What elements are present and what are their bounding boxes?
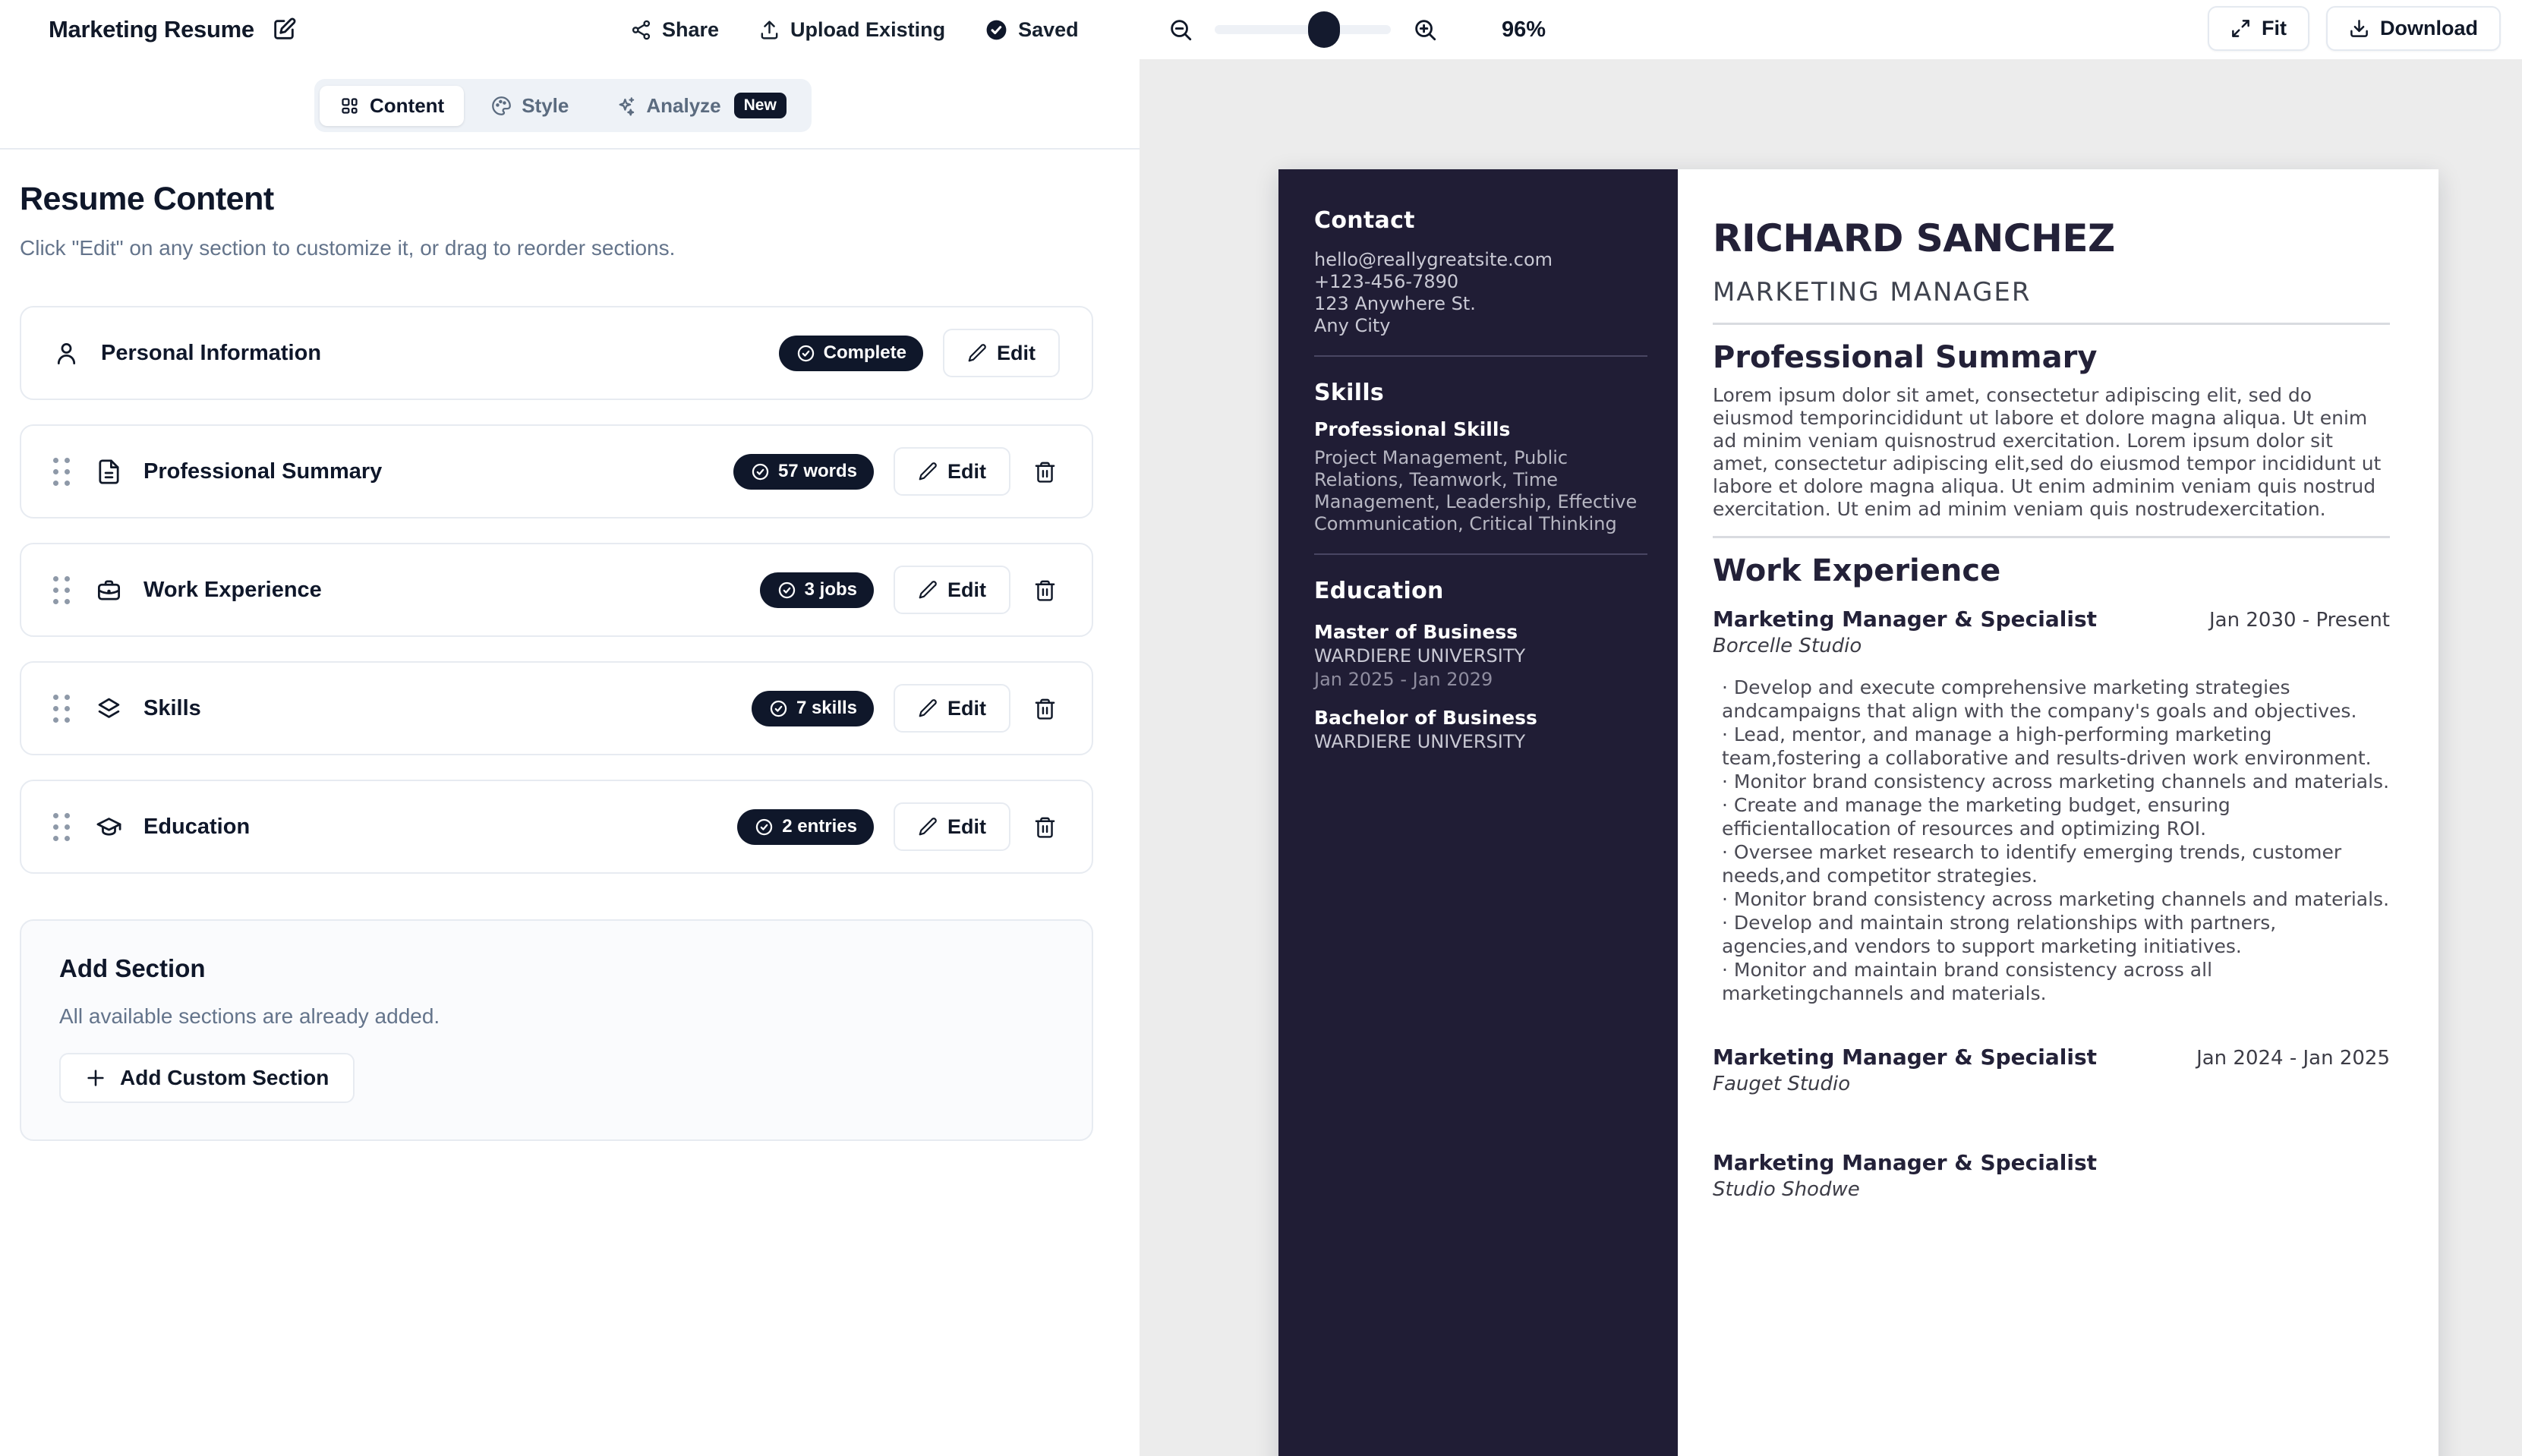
tab-analyze-label: Analyze xyxy=(646,93,721,117)
contact-lines xyxy=(1314,249,1647,337)
zoom-out-icon xyxy=(1168,17,1193,43)
trash-icon xyxy=(1033,578,1057,602)
fit-expand-icon xyxy=(2230,18,2251,39)
trash-icon xyxy=(1033,815,1057,839)
tab-style-label: Style xyxy=(522,93,569,117)
summary-heading: Professional Summary xyxy=(1713,340,2098,375)
job-title: Marketing Manager & Specialist xyxy=(1713,1045,2098,1070)
section-label: Education xyxy=(143,814,251,839)
editor-tabs xyxy=(314,79,812,132)
section-row-personal-information[interactable] xyxy=(20,306,1093,400)
resume-sidebar xyxy=(1278,169,1678,1456)
saved-label: Saved xyxy=(1018,17,1079,41)
fit-label: Fit xyxy=(2262,17,2287,39)
job-title: Marketing Manager & Specialist xyxy=(1713,1150,2098,1175)
skills-subheading: Professional Skills xyxy=(1314,418,1511,440)
new-badge: New xyxy=(734,93,787,118)
job-bullets xyxy=(1713,676,2390,1005)
education-heading: Education xyxy=(1314,578,1444,604)
editor-panel xyxy=(0,59,1140,1456)
sparkles-icon xyxy=(616,96,636,116)
section-row-left xyxy=(53,695,752,723)
job-bullet: · Develop and maintain strong relationships with partners, agencies,and vendors to support marketing initiatives. xyxy=(1722,911,2390,958)
status-badge xyxy=(779,336,923,371)
pencil-icon xyxy=(918,462,938,481)
education-school: WARDIERE UNIVERSITY xyxy=(1314,645,1526,667)
education-school: WARDIERE UNIVERSITY xyxy=(1314,731,1526,752)
plus-icon xyxy=(85,1067,106,1089)
resume-page xyxy=(1278,169,2438,1456)
skills-text: Project Management, Public Relations, Teamwork, Time Management, Leadership, Effective Communication, Critical Thinking xyxy=(1314,447,1638,534)
education-entry xyxy=(1314,621,1647,690)
section-row-left xyxy=(53,813,737,841)
job-entry xyxy=(1713,1150,2390,1201)
job-bullet: · Monitor brand consistency across marketing channels and materials. xyxy=(1722,887,2390,911)
sidebar-divider xyxy=(1314,355,1647,357)
edit-button[interactable] xyxy=(894,566,1010,614)
status-badge xyxy=(760,572,874,608)
job-entry xyxy=(1713,607,2390,1005)
drag-handle-icon[interactable] xyxy=(53,576,70,604)
skills-heading: Skills xyxy=(1314,380,1385,406)
edit-button[interactable] xyxy=(943,329,1060,377)
edit-button[interactable] xyxy=(894,684,1010,733)
section-label: Work Experience xyxy=(143,577,322,602)
job-dates: Jan 2030 - Present xyxy=(2209,609,2390,632)
status-badge-label: 57 words xyxy=(777,461,857,481)
section-row-professional-summary[interactable] xyxy=(20,424,1093,518)
resume-preview-area xyxy=(1140,59,2522,1456)
status-badge xyxy=(733,454,874,490)
section-row-actions xyxy=(733,447,1060,496)
contact-address: 123 Anywhere St. xyxy=(1314,293,1476,314)
file-text-icon xyxy=(96,459,122,485)
status-badge-label: Complete xyxy=(823,342,906,363)
contact-heading: Contact xyxy=(1314,207,1415,234)
download-icon xyxy=(2349,18,2369,39)
job-company: Studio Shodwe xyxy=(1713,1178,1860,1201)
upload-icon xyxy=(758,19,780,41)
job-bullet: · Monitor brand consistency across marketing channels and materials. xyxy=(1722,770,2390,793)
saved-status xyxy=(985,18,1079,42)
add-section-message: All available sections are already added. xyxy=(59,1004,440,1028)
summary-text: Lorem ipsum dolor sit amet, consectetur adipiscing elit, sed do eiusmod temporincididunt ut labore et dolore magna aliqua. Ut enim ad minim veniam quisnostrud exercitation. Lorem ipsum dolor sit amet, consectetur adipiscing elit,sed do eiusmod tempor incididunt ut labore et dolore magna aliqua. Ut enim adminim veniam quis nostrud exercitation. Ut enim ad minim veniam quis nostrudexercitation. xyxy=(1713,384,2382,520)
pencil-icon xyxy=(918,580,938,600)
tab-content-label: Content xyxy=(370,93,445,117)
resume-main-column xyxy=(1678,169,2438,1456)
job-dates: Jan 2024 - Jan 2025 xyxy=(2196,1047,2390,1070)
status-badge-label: 3 jobs xyxy=(804,579,857,600)
resume-job-title: MARKETING MANAGER xyxy=(1713,277,2032,307)
status-badge xyxy=(752,691,874,726)
check-circle-icon xyxy=(754,817,774,837)
section-row-left xyxy=(53,458,733,486)
graduation-cap-icon xyxy=(96,814,122,840)
delete-section-button[interactable] xyxy=(1030,457,1060,487)
section-row-left xyxy=(53,340,779,367)
section-label: Personal Information xyxy=(101,340,322,365)
check-circle-icon xyxy=(750,462,771,482)
check-circle-icon xyxy=(796,343,816,364)
zoom-controls xyxy=(1168,0,1546,59)
page-subtitle: Click "Edit" on any section to customize it, or drag to reorder sections. xyxy=(20,236,676,260)
edit-button-label: Edit xyxy=(947,815,986,838)
job-title: Marketing Manager & Specialist xyxy=(1713,607,2098,632)
job-bullet: · Monitor and maintain brand consistency across all marketingchannels and materials. xyxy=(1722,958,2390,1005)
fit-button[interactable] xyxy=(2208,6,2309,51)
layers-icon xyxy=(96,695,122,722)
job-header xyxy=(1713,1045,2390,1070)
education-entry xyxy=(1314,707,1647,752)
user-icon xyxy=(53,340,80,367)
briefcase-icon xyxy=(96,577,122,604)
trash-icon xyxy=(1033,460,1057,484)
share-button[interactable] xyxy=(630,18,719,42)
pencil-icon xyxy=(967,343,987,363)
pencil-icon xyxy=(918,698,938,718)
zoom-in-button[interactable] xyxy=(1412,17,1438,43)
work-experience-heading: Work Experience xyxy=(1713,553,2001,588)
resume-name: RICHARD SANCHEZ xyxy=(1713,216,2115,260)
section-row-actions xyxy=(752,684,1060,733)
rename-document-button[interactable] xyxy=(271,17,297,43)
section-row-left xyxy=(53,576,760,604)
resume-divider xyxy=(1713,323,2390,325)
drag-handle-icon[interactable] xyxy=(53,458,70,486)
download-button[interactable] xyxy=(2326,6,2501,51)
drag-handle-icon[interactable] xyxy=(53,695,70,723)
contact-phone: +123-456-7890 xyxy=(1314,271,1459,292)
delete-section-button[interactable] xyxy=(1030,812,1060,842)
job-bullet: · Oversee market research to identify emerging trends, customer needs,and competitor strategies. xyxy=(1722,840,2390,887)
section-row-actions xyxy=(760,566,1060,614)
drag-handle-icon[interactable] xyxy=(53,813,70,841)
section-row-education[interactable] xyxy=(20,780,1093,874)
job-bullet: · Develop and execute comprehensive marketing strategies andcampaigns that align with the company's goals and objectives. xyxy=(1722,676,2390,723)
share-icon xyxy=(630,19,652,41)
check-circle-icon xyxy=(777,580,797,600)
job-header xyxy=(1713,1150,2390,1175)
trash-icon xyxy=(1033,697,1057,720)
job-bullet: · Create and manage the marketing budget, ensuring efficientallocation of resources and optimizing ROI. xyxy=(1722,793,2390,840)
job-bullet: · Lead, mentor, and manage a high-performing marketing team,fostering a collaborative and results-driven work environment. xyxy=(1722,723,2390,770)
share-label: Share xyxy=(662,17,720,41)
upload-existing-button[interactable] xyxy=(758,18,945,42)
section-row-work-experience[interactable] xyxy=(20,543,1093,637)
edit-button-label: Edit xyxy=(947,459,986,483)
section-label: Professional Summary xyxy=(143,459,383,484)
contact-city: Any City xyxy=(1314,315,1391,336)
job-entry xyxy=(1713,1045,2390,1095)
page-title: Resume Content xyxy=(20,181,274,217)
view-actions xyxy=(2208,6,2501,51)
education-degree: Bachelor of Business xyxy=(1314,707,1537,729)
tab-content[interactable] xyxy=(320,86,464,126)
education-degree: Master of Business xyxy=(1314,621,1518,643)
zoom-out-button[interactable] xyxy=(1168,17,1193,43)
edit-button[interactable] xyxy=(894,802,1010,851)
resume-content-editor xyxy=(20,181,1093,1141)
toolbar-actions xyxy=(630,0,1079,59)
status-badge-label: 2 entries xyxy=(782,816,857,837)
document-title-group xyxy=(49,0,297,59)
tabs-divider xyxy=(0,148,1140,150)
zoom-slider[interactable] xyxy=(1215,25,1391,34)
tab-analyze[interactable] xyxy=(596,84,805,127)
add-section-card xyxy=(20,919,1093,1141)
edit-button-label: Edit xyxy=(947,578,986,601)
resume-divider xyxy=(1713,536,2390,538)
education-dates: Jan 2025 - Jan 2029 xyxy=(1314,669,1493,690)
section-row-actions xyxy=(779,329,1060,377)
document-title: Marketing Resume xyxy=(49,16,254,43)
zoom-percentage: 96% xyxy=(1502,17,1546,42)
edit-button[interactable] xyxy=(894,447,1010,496)
job-header xyxy=(1713,607,2390,632)
section-row-actions xyxy=(737,802,1060,851)
zoom-slider-knob[interactable] xyxy=(1308,11,1340,48)
section-label: Skills xyxy=(143,695,201,720)
download-label: Download xyxy=(2380,17,2478,39)
status-badge-label: 7 skills xyxy=(796,698,857,718)
add-section-heading: Add Section xyxy=(59,954,206,982)
pencil-square-icon xyxy=(271,17,297,43)
saved-check-icon xyxy=(985,18,1008,42)
status-badge xyxy=(737,809,874,845)
top-toolbar xyxy=(0,0,2522,59)
check-circle-icon xyxy=(768,698,789,719)
palette-icon xyxy=(491,96,512,116)
section-row-skills[interactable] xyxy=(20,661,1093,755)
delete-section-button[interactable] xyxy=(1030,575,1060,605)
job-company: Borcelle Studio xyxy=(1713,635,1862,657)
dashboard-grid-icon xyxy=(339,96,360,116)
tab-style[interactable] xyxy=(471,86,588,126)
sidebar-divider xyxy=(1314,553,1647,555)
pencil-icon xyxy=(918,817,938,837)
add-custom-section-button[interactable] xyxy=(59,1053,355,1103)
section-list xyxy=(20,306,1093,874)
zoom-in-icon xyxy=(1412,17,1438,43)
job-company: Fauget Studio xyxy=(1713,1073,1851,1095)
edit-button-label: Edit xyxy=(997,341,1036,364)
contact-email: hello@reallygreatsite.com xyxy=(1314,249,1553,270)
delete-section-button[interactable] xyxy=(1030,694,1060,723)
upload-existing-label: Upload Existing xyxy=(790,17,946,41)
add-custom-section-label: Add Custom Section xyxy=(120,1066,329,1089)
edit-button-label: Edit xyxy=(947,696,986,720)
